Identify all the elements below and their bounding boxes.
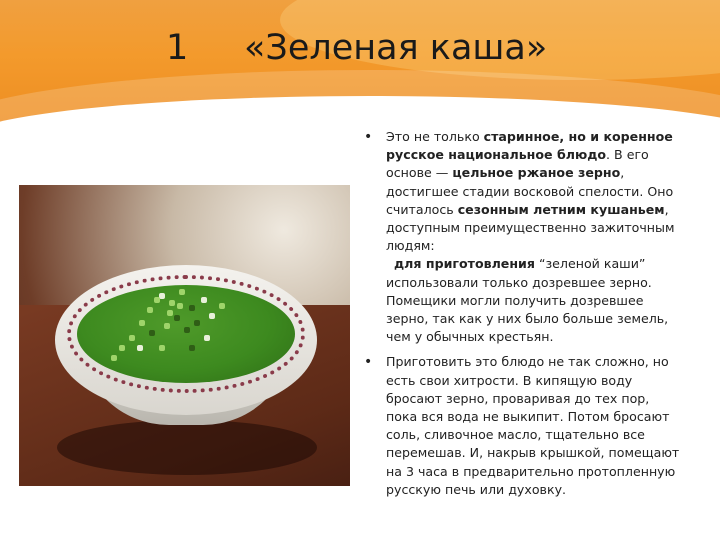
bullet-item-1 — [364, 128, 684, 346]
text-run: , доступным преимущественно зажиточным людям: — [386, 201, 675, 254]
slide-number: 1 — [166, 28, 189, 68]
herb-fleck — [129, 335, 135, 341]
herb-fleck — [169, 300, 175, 306]
bold-phrase: сезонным летним кушаньем — [457, 201, 665, 217]
bullet-text — [386, 353, 684, 499]
herb-fleck — [189, 345, 195, 351]
bold-phrase: старинное, но и коренное русское национальное блюдо — [386, 129, 673, 163]
dish-photo — [19, 185, 350, 486]
herb-fleck — [179, 289, 185, 295]
bullet-text — [386, 128, 684, 346]
herb-fleck — [209, 313, 215, 319]
herb-fleck — [167, 310, 173, 316]
slide-title-text: «Зеленая каша» — [244, 28, 548, 68]
bullet-item-2 — [364, 353, 684, 499]
herb-fleck — [204, 335, 210, 341]
text-run: “зеленой каши” использовали только дозревшее зерно. Помещики могли получить дозревшее зерно, так как у них было больше земель, чем у обычных крестьян. — [386, 256, 669, 345]
herb-fleck — [139, 320, 145, 326]
content-text — [364, 128, 684, 506]
bowl-shadow — [57, 420, 317, 475]
green-porridge — [77, 285, 295, 383]
text-run: Приготовить это блюдо не так сложно, но есть свои хитрости. В кипящую воду бросают зерно, проваривая до тех пор, пока вся вода не выкипит. Потом бросают соль, сливочное масло, тщательно все перемешав. И, накрыв крышкой, помещают на 3 часа в предварительно протопленную русскую печь или духовку. — [386, 354, 680, 497]
herb-fleck — [219, 303, 225, 309]
herb-fleck — [177, 303, 183, 309]
herb-fleck — [147, 307, 153, 313]
herb-fleck — [174, 315, 180, 321]
text-run: . В его основе — — [386, 147, 649, 181]
text-run — [386, 256, 394, 271]
text-run: Это не только — [386, 129, 484, 144]
herb-fleck — [154, 297, 160, 303]
bold-phrase: цельное ржаное зерно — [452, 165, 621, 181]
herb-fleck — [164, 323, 170, 329]
herb-fleck — [201, 297, 207, 303]
bullet-icon: • — [364, 354, 373, 371]
herb-fleck — [119, 345, 125, 351]
bullet-icon: • — [364, 129, 373, 145]
herb-fleck — [111, 355, 117, 361]
text-run: , достигшее стадии восковой спелости. Оно считалось — [386, 165, 674, 217]
herb-fleck — [189, 305, 195, 311]
bold-phrase: для приготовления — [394, 256, 535, 272]
herb-fleck — [194, 320, 200, 326]
herb-fleck — [137, 345, 143, 351]
herb-fleck — [159, 345, 165, 351]
herb-fleck — [149, 330, 155, 336]
herb-fleck — [184, 327, 190, 333]
